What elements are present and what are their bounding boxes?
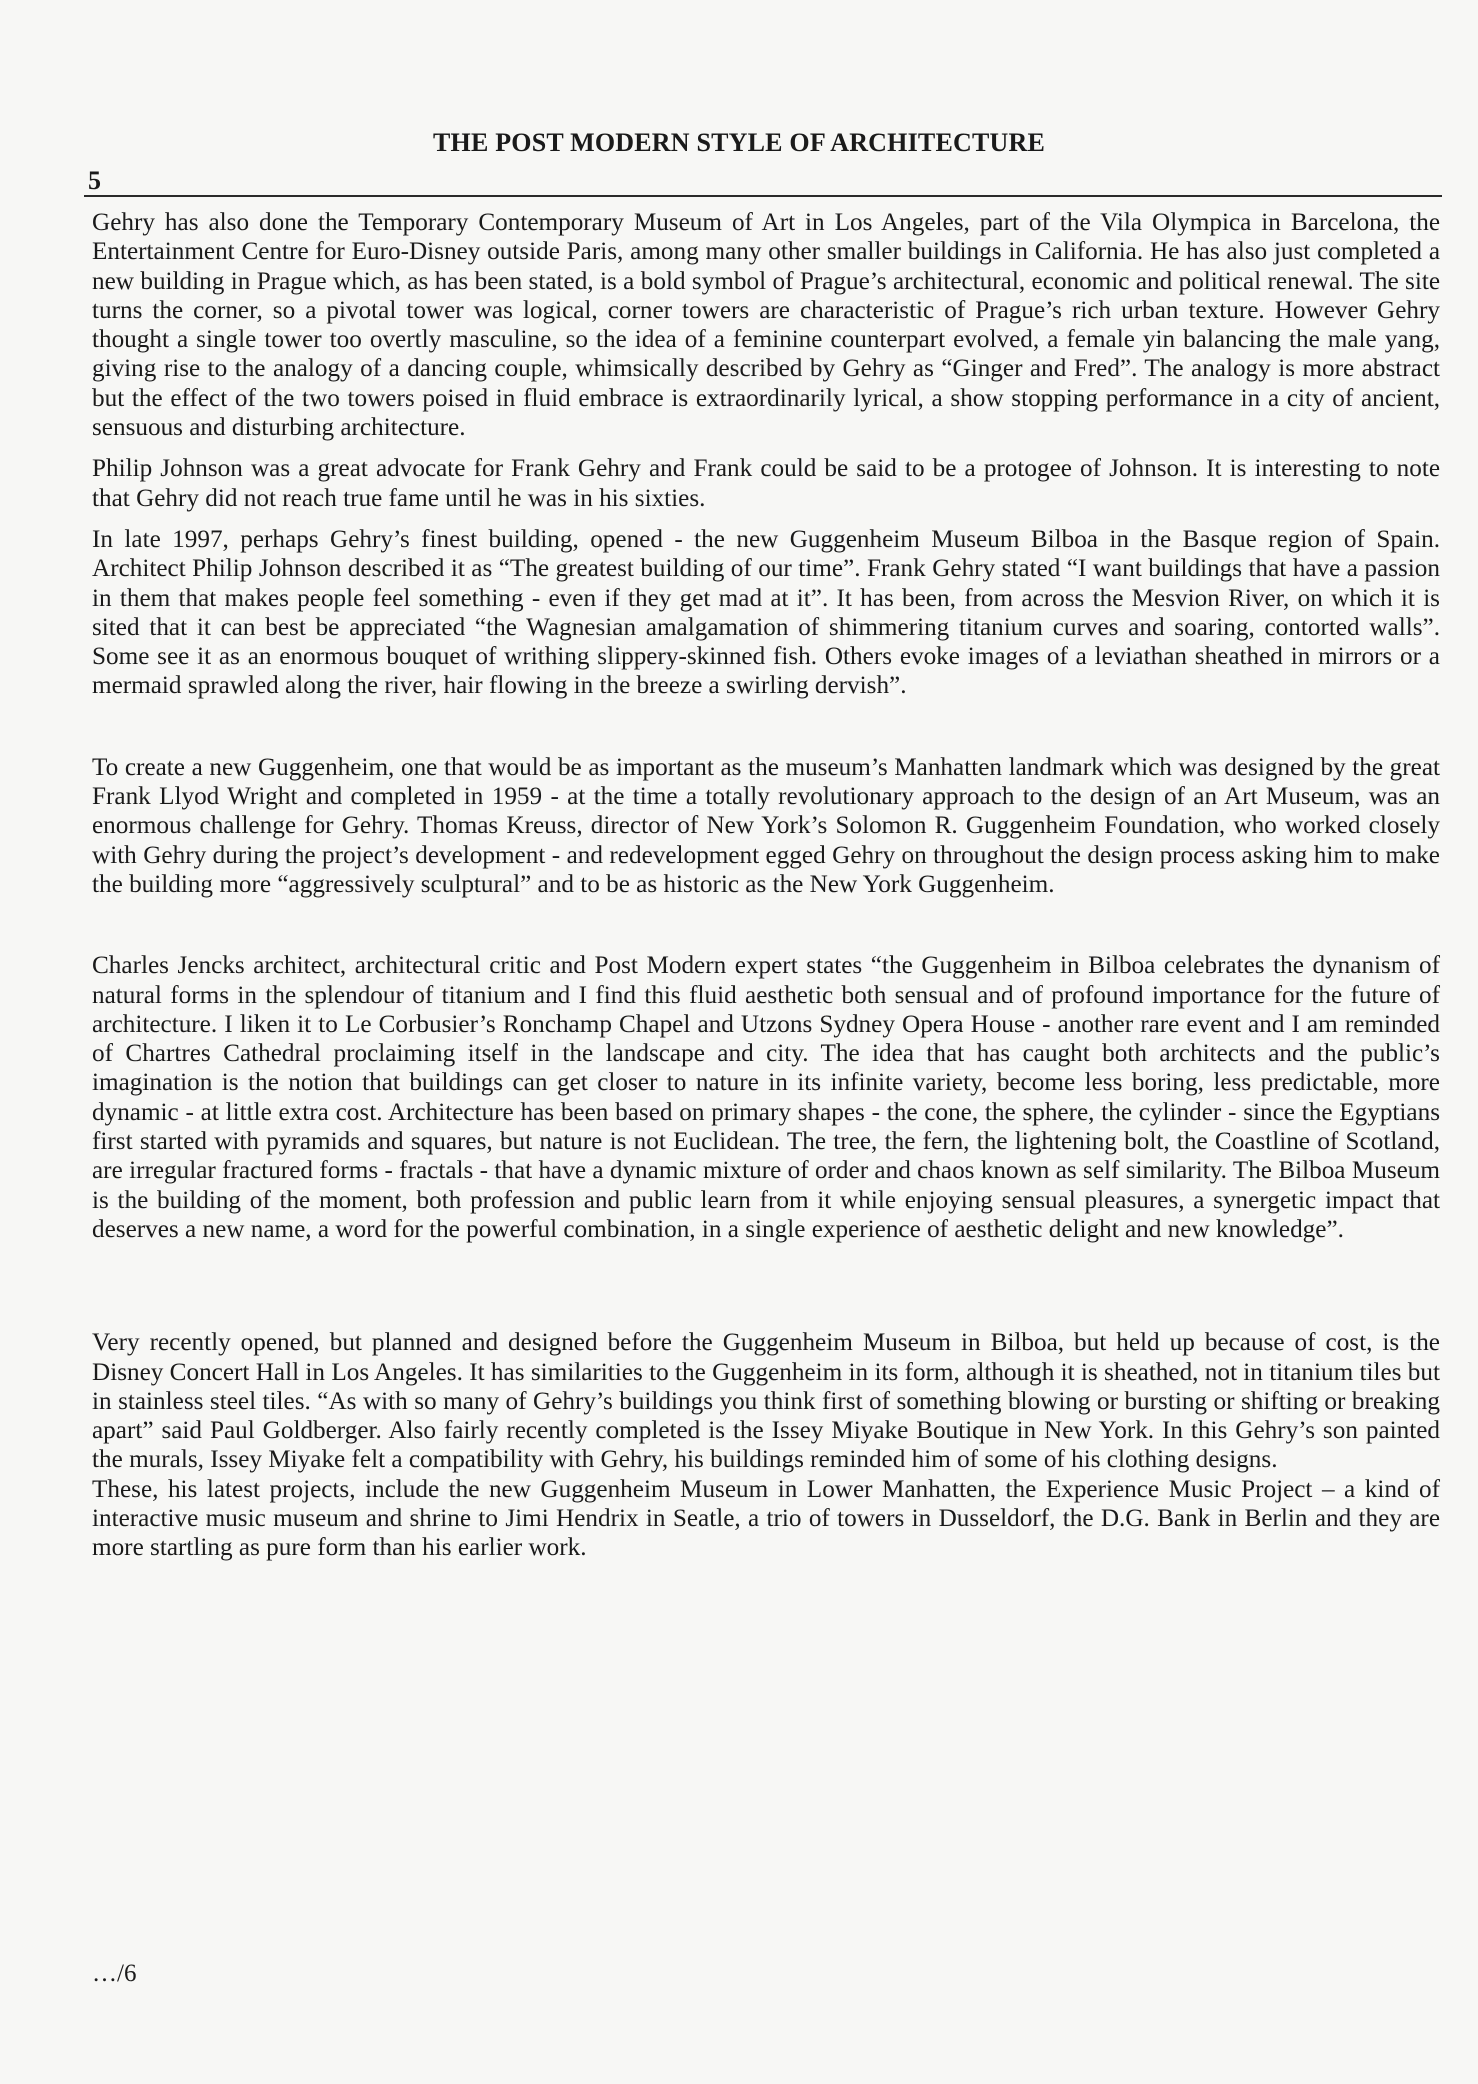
paragraph: These, his latest projects, include the new Guggenheim Museum in Lower Manhatten, the Experience Music Project – a kind of interactive music museum and shrine to Jimi Hendrix in Seatle, a trio of towers in Dusseldorf, the D.G. Bank in Berlin and they are more startling as pure form than his earlier work. <box>92 1475 1440 1562</box>
continuation-marker: …/6 <box>92 1960 137 1987</box>
header-rule <box>84 195 1442 197</box>
body-text <box>92 208 1440 1563</box>
paragraph: Gehry has also done the Temporary Contemporary Museum of Art in Los Angeles, part of the Vila Olympica in Barcelona, the Entertainment Centre for Euro-Disney outside Paris, among many other smaller buildings in California. He has also just completed a new building in Prague which, as has been stated, is a bold symbol of Prague’s architectural, economic and political renewal. The site turns the corner, so a pivotal tower was logical, corner towers are characteristic of Prague’s rich urban texture. However Gehry thought a single tower too overtly masculine, so the idea of a feminine counterpart evolved, a female yin balancing the male yang, giving rise to the analogy of a dancing couple, whimsically described by Gehry as “Ginger and Fred”. The analogy is more abstract but the effect of the two towers poised in fluid embrace is extraordinarily lyrical, a show stopping performance in a city of ancient, sensuous and disturbing architecture. <box>92 209 1440 442</box>
page-title: THE POST MODERN STYLE OF ARCHITECTURE <box>432 128 1045 157</box>
paragraph: Philip Johnson was a great advocate for Frank Gehry and Frank could be said to be a protogee of Johnson. It is interesting to note that Gehry did not reach true fame until he was in his sixties. <box>92 455 1440 512</box>
paragraph: In late 1997, perhaps Gehry’s finest building, opened - the new Guggenheim Museum Bilboa in the Basque region of Spain. Architect Philip Johnson described it as “The greatest building of our time”. Frank Gehry stated “I want buildings that have a passion in them that makes people feel something - even if they get mad at it”. It has been, from across the Mesvion River, on which it is sited that it can best be appreciated “the Wagnesian amalgamation of shimmering titanium curves and soaring, contorted walls”. Some see it as an enormous bouquet of writhing slippery-skinned fish. Others evoke images of a leviathan sheathed in mirrors or a mermaid sprawled along the river, hair flowing in the breeze a swirling dervish”. <box>92 525 1440 700</box>
paragraph: Very recently opened, but planned and designed before the Guggenheim Museum in Bilboa, but held up because of cost, is the Disney Concert Hall in Los Angeles. It has similarities to the Guggenheim in its form, although it is sheathed, not in titanium tiles but in stainless steel tiles. “As with so many of Gehry’s buildings you think first of something blowing or bursting or shifting or breaking apart” said Paul Goldberger. Also fairly recently completed is the Issey Miyake Boutique in New York. In this Gehry’s son painted the murals, Issey Miyake felt a compatibility with Gehry, his buildings reminded him of some of his clothing designs. <box>92 1329 1440 1474</box>
paragraph: Charles Jencks architect, architectural critic and Post Modern expert states “the Guggenheim in Bilboa celebrates the dynanism of natural forms in the splendour of titanium and I find this fluid aesthetic both sensual and of profound importance for the future of architecture. I liken it to Le Corbusier’s Ronchamp Chapel and Utzons Sydney Opera House - another rare event and I am reminded of Chartres Cathedral proclaiming itself in the landscape and city. The idea that has caught both architects and the public’s imagination is the notion that buildings can get closer to nature in its infinite variety, become less boring, less predictable, more dynamic - at little extra cost. Architecture has been based on primary shapes - the cone, the sphere, the cylinder - since the Egyptians first started with pyramids and squares, but nature is not Euclidean. The tree, the fern, the lightening bolt, the Coastline of Scotland, are irregular fractured forms - fractals - that have a dynamic mixture of order and chaos known as self similarity. The Bilboa Museum is the building of the moment, both profession and public learn from it while enjoying sensual pleasures, a synergetic impact that deserves a new name, a word for the powerful combination, in a single experience of aesthetic delight and new knowledge”. <box>92 952 1440 1243</box>
paragraph: To create a new Guggenheim, one that would be as important as the museum’s Manhatten landmark which was designed by the great Frank Llyod Wright and completed in 1959 - at the time a totally revolutionary approach to the design of an Art Museum, was an enormous challenge for Gehry. Thomas Kreuss, director of New York’s Solomon R. Guggenheim Foundation, who worked closely with Gehry during the project’s development - and redevelopment egged Gehry on throughout the design process asking him to make the building more “aggressively sculptural” and to be as historic as the New York Guggenheim. <box>92 753 1440 898</box>
page-number: 5 <box>88 166 101 195</box>
